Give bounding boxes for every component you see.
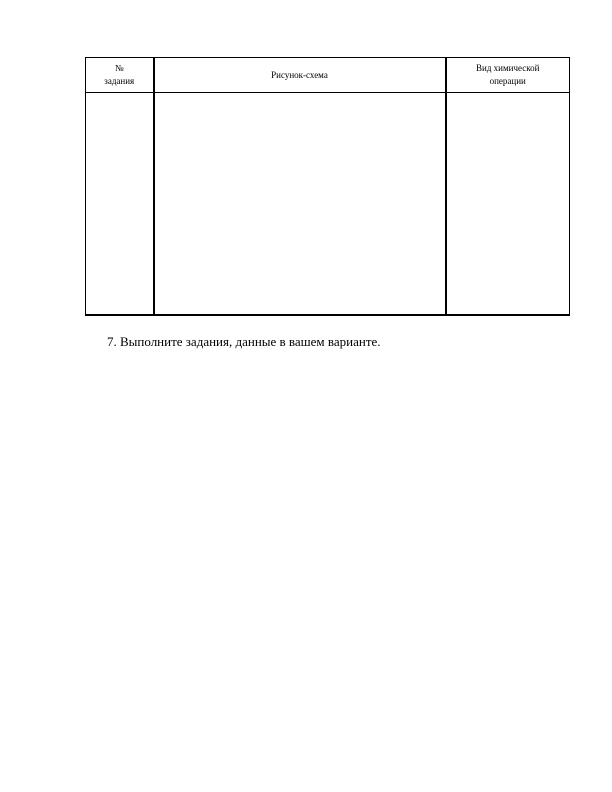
- table-header-row: [86, 58, 570, 93]
- table-row: [86, 93, 570, 316]
- header-task-number: [86, 58, 154, 93]
- cell-operation-type[interactable]: [446, 93, 570, 316]
- cell-task-number[interactable]: [86, 93, 154, 316]
- header-operation-type-line1: Вид химической: [476, 63, 540, 73]
- instruction-text: 7. Выполните задания, данные в вашем варианте.: [107, 334, 381, 349]
- header-diagram: Рисунок-схема: [154, 58, 446, 93]
- header-operation-type-line2: операции: [489, 76, 526, 86]
- task-table: [85, 57, 570, 316]
- header-operation-type: [446, 58, 570, 93]
- header-task-number-symbol: №: [114, 63, 124, 73]
- cell-diagram[interactable]: [154, 93, 446, 316]
- header-task-number-label: задания: [104, 76, 135, 86]
